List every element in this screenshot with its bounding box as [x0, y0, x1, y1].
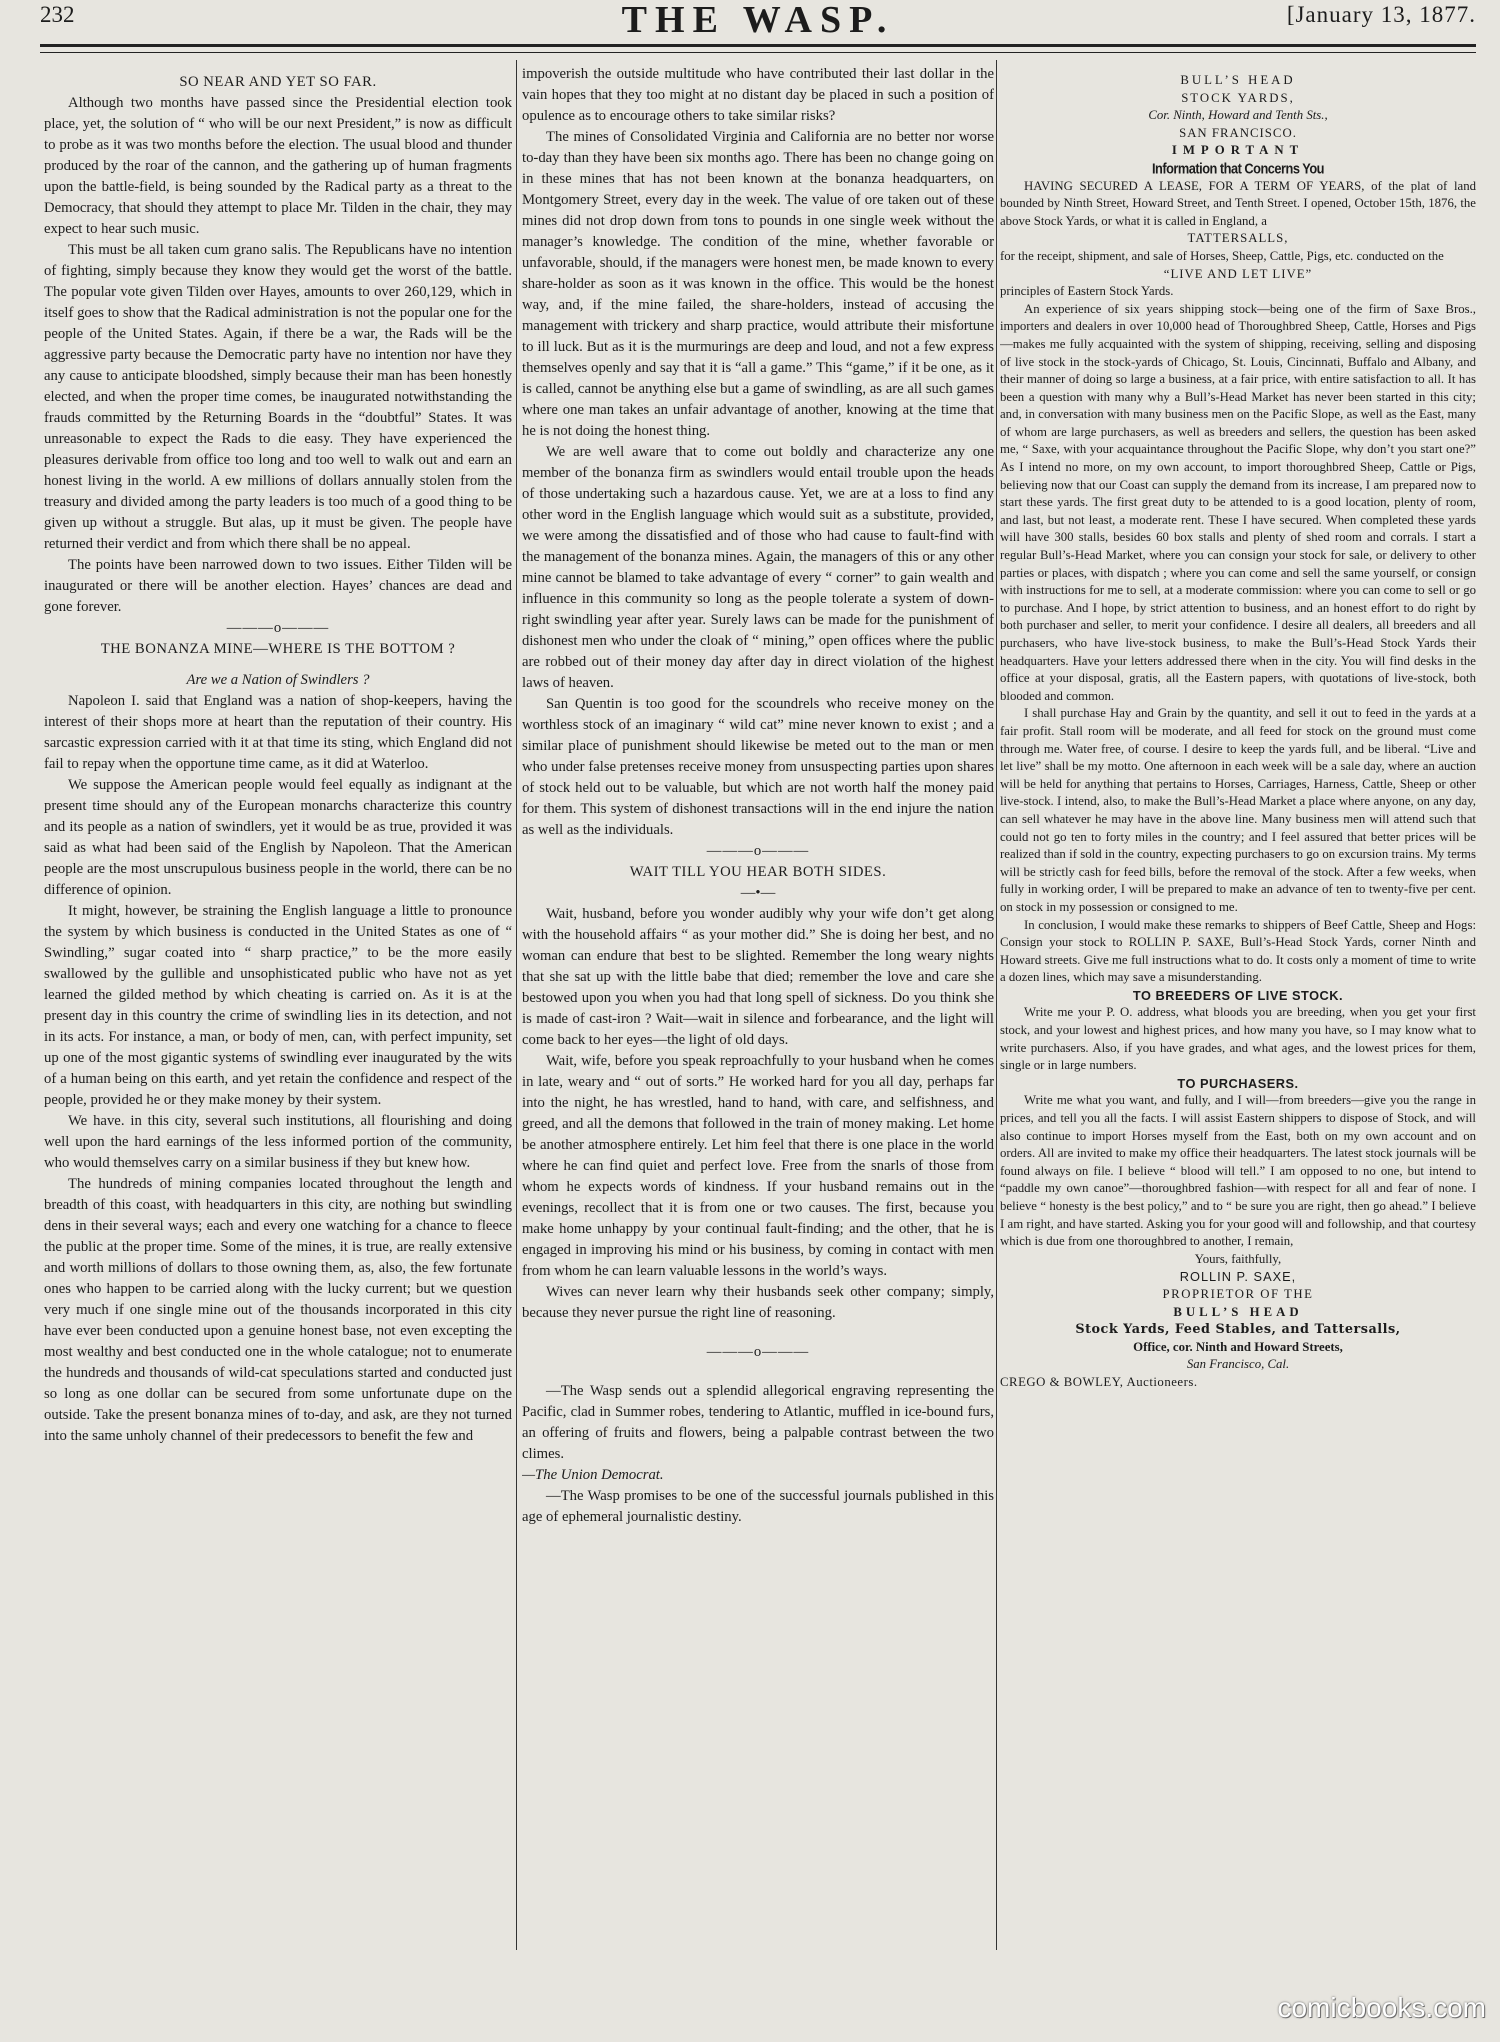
section-separator: ———o———	[706, 1344, 810, 1360]
ad-breeders-heading: TO BREEDERS OF LIVE STOCK.	[1132, 987, 1344, 1003]
ad-closing: Yours, faithfully,	[1194, 1251, 1282, 1266]
article-paragraph: The mines of Consolidated Virginia and California are no better nor worse to-day than they have been six months ago. There has been no change going on in these mines that has not been known at the bonanza headquarters, on Montgomery Street, every day in the week. The value of ore taken out of these mines did not drop down from tons to pounds in one single week without the manager’s knowledge. The condition of the mine, whether favorable or unfavorable, should, if the managers were honest men, be made known to every share-holder as soon as it was known in the office. This would be the honest way, and, if the mine failed, the share-holders, instead of accusing the management with trickery and sharp practice, would attribute their misfortune to ill luck. But as it is the murmurings are deep and loud, and not a few express themselves openly and say that it is “all a game.” This “game,” if it be one, as it is called, cannot be anything else but a game of swindling, as are all such games where one man takes an unfair advantage of another, knowing at the time that he is not doing the honest thing.	[522, 129, 994, 439]
article-paragraph: Napoleon I. said that England was a nation of shop-keepers, having the interest of their shops more at heart than the reputation of their country. His sarcastic expression carried with it at that time its sting, which England did not fail to repay when the opportune time came, as it did at Waterloo.	[44, 693, 512, 772]
ad-information-headline: Information that Concerns You	[1151, 160, 1324, 177]
article-headline: SO NEAR AND YET SO FAR.	[179, 74, 377, 90]
ad-auctioneers: CREGO & BOWLEY, Auctioneers.	[1000, 1374, 1198, 1389]
article-paragraph: Although two months have passed since the Presidential election took place, yet, the solution of “ who will be our next President,” is now as difficult to probe as it was two months before the election. The usual blood and thunder produced by the roar of the cannon, and the gathering up of human fragments upon the battle-field, is being sounded by the Radical party as a threat to the Democracy, that should they attempt to place Mr. Tilden in the chair, they may expect to hear such music.	[44, 95, 512, 237]
article-paragraph: The hundreds of mining companies located throughout the length and breadth of this coast, with headquarters in this city, are nothing but swindling dens in their several ways; each and every one watching for a chance to fleece the public at the proper time. Some of the mines, it is true, are really extensive and worth millions of dollars to those owning them, as, also, the few fortunate ones who happen to be carried along with the lucky current; but we question very much if one single mine out of the thousands incorporated in this city have ever been conducted upon a genuine honest base, not even excepting the most wealthy and best conducted one in the whole catalogue; not to enumerate the hundreds and thousands of wild-cat speculations started and conducted just so long as one dollar can be secured from some unfortunate dupe on the outside. Take the present bonanza mines of to-day, and ask, are they not turned into the same unholy channel of their predecessors to benefit the few and	[44, 1176, 512, 1444]
ad-gothic-line: Stock Yards, Feed Stables, and Tattersalls,	[1075, 1322, 1401, 1338]
ad-paragraph: principles of Eastern Stock Yards.	[1000, 284, 1174, 299]
ad-paragraph: Write me what you want, and fully, and I will—from breeders—give you the range in prices, and tell you all the facts. I will assist Eastern shippers to dispose of Stock, and will also continue to import Horses myself from the East, both on my own account and on orders. All are invited to make my office their headquarters. The latest stock journals will be found always on file. I believe “ blood will tell.” I am opposed to no one, but intend to “paddle my own canoe”—thoroughbred fashion—with respect for all and fear of none. I believe “ honesty is the best policy,” and to “ be sure you are right, then go ahead.” I believe I am right, and have started. Asking you for your good will and followship, and that courtesy which is due from one thoroughbred to another, I remain,	[1000, 1093, 1476, 1249]
article-paragraph: We are well aware that to come out boldly and characterize any one member of the bonanza firm as swindlers would entail trouble upon the heads of those undertaking such a hazardous cause. Yet, we are at a loss to find any other word in the English language which would suit as a substitute, provided, we were among the dissatisfied and of those who had cause to fault-find with the management of the bonanza mines. Again, the managers of this or any other mine cannot be blamed to take advantage of every “ corner” to gain wealth and influence in this community so long as the people tolerate a system of down-right swindling year after year. Surely laws can be made for the punishment of dishonest men who under the cloak of “ mining,” open offices where the public are robbed out of their money day after day in direct violation of the highest laws of heaven.	[522, 444, 994, 691]
ad-proprietor: PROPRIETOR OF THE	[1162, 1286, 1314, 1301]
ad-paragraph: HAVING SECURED A LEASE, FOR A TERM OF YEARS, of the plat of land bounded by Ninth Street, Howard Street, and Tenth Street. I opened, October 15th, 1876, the above Stock Yards, or what it is called in England, a	[1000, 178, 1476, 228]
ad-paragraph: An experience of six years shipping stock—being one of the firm of Saxe Bros., importers and dealers in over 10,000 head of Thoroughbred Sheep, Cattle, Horses and Pigs—makes me fully acquainted with the system of shipping, receiving, selling and disposing of live stock in the stock-yards of Chicago, St. Louis, Cincinnati, Buffalo and Albany, and their manner of doing so large a business, at a fair price, with entire satisfaction to all. It has been a question with many why a Bull’s-Head Market has never been started in this city; and, in conversation with many business men on the Pacific Slope, as well as the East, many of whom are large purchasers, as well as breeders and sellers, the question has been asked me, “ Saxe, with your acquaintance throughout the Pacific Slope, why don’t you start one?” As I intend no more, on my own account, to import thoroughbred Sheep, Cattle or Pigs, believing now that our Coast can supply the demand from its increase, I am prepared now to start these yards. The first great duty to be attended to is a good location, plenty of room, and last, but not least, a moderate rent. These I have secured. When completed these yards will have 300 stalls, besides 60 box stalls and plenty of shed room and corrals. I start a regular Bull’s-Head Market, where you can consign your stock for sale, or delivery to other parties or places, with dispatch ; where you can come and sell the same yourself, or consign with instructions for me to sell, at a moderate commission: where you can come to sell or go to purchase. And I hope, by strict attention to business, and an honest effort to do right by both purchaser and seller, to merit your confidence. I desire all dealers, all breeders and all purchasers, who have live-stock business, to make the Bull’s-Head Stock Yards their headquarters. Have your letters addressed there when in the city. You will find desks in the office at your disposal, gratis, all the Eastern papers, with quotations of live-stock, both blooded and common.	[1000, 301, 1476, 703]
notice-citation: —The Union Democrat.	[522, 1467, 664, 1483]
ad-bulls-head-small: BULL’S HEAD	[1173, 1304, 1303, 1319]
ad-important: IMPORTANT	[1171, 143, 1305, 158]
article-paragraph: Wait, husband, before you wonder audibly why your wife don’t get along with the household affairs “ as your mother did.” She is doing her best, and no woman can endure that best to be slighted. Remember the long weary nights that she sat up with the little babe that died; remember the love and care she bestowed upon you when you had that long spell of sickness. Do you think she is made of cast-iron ? Wait—wait in silence and forbearance, and the light will come back to her eyes—the light of old days.	[522, 906, 994, 1048]
article-paragraph: Wait, wife, before you speak reproachfully to your husband when he comes in late, weary and “ out of sorts.” He worked hard for you all day, perhaps far into the night, he has wrestled, hand to hand, with care, and selfishness, and greed, and all the demons that followed in the train of money making. Let home be another atmosphere entirely. Let him feel that there is one place in the world where he can find quiet and perfect love. Free from the snarls of those from whom he expects words of kindness. If your husband remains out in the evenings, recollect that it is from one or two causes. The first, because you make home unhappy by your continual fault-finding; and the other, that he is engaged in improving his mind or his business, by coming in contact with men from whom he can learn valuable lessons in the world’s ways.	[522, 1053, 994, 1279]
article-headline: THE BONANZA MINE—WHERE IS THE BOTTOM ?	[100, 641, 456, 657]
ad-paragraph: for the receipt, shipment, and sale of Horses, Sheep, Cattle, Pigs, etc. conducted on the	[1000, 248, 1444, 263]
article-paragraph: Wives can never learn why their husbands seek other company; simply, because they never pursue the right line of reasoning.	[522, 1284, 994, 1321]
ad-stock-yards: STOCK YARDS,	[1181, 90, 1295, 105]
section-separator: ———o———	[226, 620, 330, 636]
masthead	[40, 0, 1476, 41]
advertisement	[1000, 72, 1476, 1392]
article-paragraph: We suppose the American people would feel equally as indignant at the present time should any of the European monarchs characterize this country and its people as a nation of swindlers, yet it would be as true, provided it was said as what had been said of the English by Napoleon. That the American people are the most unscrupulous business people in the world, there can be no difference of opinion.	[44, 777, 512, 898]
ad-city: SAN FRANCISCO.	[1179, 125, 1297, 140]
article-paragraph: It might, however, be straining the English language a little to pronounce the system by which business is conducted in the United States as one of “ Swindling,” sugar coated into “ sharp practice,” to be the more easily swallowed by the gullible and unsophisticated public who have not as yet learned the gilded method by which cheating is carried on. As it is at the present day in this country the crime of swindling lies in its detection, and not in its acts. For instance, a man, or body of men, can, with perfect impunity, set up one of the most gigantic systems of swindling ever inaugurated by the wits of a human being on this earth, and yet retain the confidence and respect of the people, provided he or they make money by their system.	[44, 903, 512, 1108]
masthead-title: THE WASP.	[621, 0, 895, 41]
ad-bulls-head: BULL’S HEAD	[1180, 73, 1296, 87]
watermark: comicbooks.com	[1277, 1992, 1486, 2023]
article-paragraph: San Quentin is too good for the scoundrels who receive money on the worthless stock of an imaginary “ wild cat” mine never known to exist ; and a similar place of punishment should likewise be meted out to the man or men who under false pretenses receive money from unsuspecting parties upon shares of stock held out to be valuable, but which are not worth half the money paid for them. This system of dishonest transactions will in the end injure the nation as well as the individuals.	[522, 696, 994, 838]
article-subhead: Are we a Nation of Swindlers ?	[186, 672, 370, 688]
column-divider	[996, 60, 997, 1950]
ad-address: Cor. Ninth, Howard and Tenth Sts.,	[1148, 108, 1328, 123]
ad-purchasers-heading: TO PURCHASERS.	[1177, 1075, 1299, 1091]
page-number: 232	[40, 2, 75, 27]
ad-paragraph: In conclusion, I would make these remarks to shippers of Beef Cattle, Sheep and Hogs: Consign your stock to ROLLIN P. SAXE, Bull’s-Head Stock Yards, corner Ninth and Howard streets. Give me full instructions what to do. It costs only a moment of time to write a dozen lines, which may save a misunderstanding.	[1000, 917, 1476, 985]
article-paragraph: We have. in this city, several such institutions, all flourishing and doing well upon the hard earnings of the less informed portion of the community, who would themselves carry on a similar business if they but knew how.	[44, 1113, 512, 1171]
article-headline: WAIT TILL YOU HEAR BOTH SIDES.	[629, 864, 887, 880]
masthead-date: [January 13, 1877.	[1286, 2, 1476, 27]
column-2	[522, 64, 994, 1528]
article-paragraph: The points have been narrowed down to two issues. Either Tilden will be inaugurated or there will be another election. Hayes’ chances are dead and gone forever.	[44, 557, 512, 615]
article-paragraph: impoverish the outside multitude who have contributed their last dollar in the vain hopes that they too might at no distant day be placed in such a position of opulence as to encourage others to take similar risks?	[522, 66, 994, 124]
masthead-rule	[40, 44, 1476, 47]
masthead-rule-thin	[40, 52, 1476, 53]
ad-motto: “LIVE AND LET LIVE”	[1163, 266, 1313, 281]
notice-paragraph: —The Wasp sends out a splendid allegorical engraving representing the Pacific, clad in Summer robes, tendering to Atlantic, muffled in ice-bound furs, an offering of fruits and flowers, being a palpable contrast between the two climes.	[522, 1383, 994, 1462]
ad-tattersalls: TATTERSALLS,	[1187, 231, 1289, 246]
column-divider	[516, 60, 517, 1950]
ad-paragraph: I shall purchase Hay and Grain by the quantity, and sell it out to feed in the yards at a fair profit. Stall room will be moderate, and all feed for stock on the ground must come through me. Water free, of course. I desire to keep the yards full, and be liberal. “Live and let live” shall be my motto. One afternoon in each week will be a sale day, where an auction will be held for anything that pertains to Horses, Carriages, Harness, Cattle, Sheep or other live-stock. I intend, also, to make the Bull’s-Head Market a place where anyone, on any day, can sell whatever he may have in the above line. Many business men will attend such that could not go ten to forty miles in the country; and I feel assured that better prices will be realized than if sold in the country, expecting purchasers to go on excursion trains. My terms will be strictly cash for feed bills, before the removal of the stock. After a few weeks, when fully in working order, I will be prepared to make an advance of ten to twenty-five per cent. on stock in my possession or consigned to me.	[1000, 706, 1476, 914]
short-rule: —•—	[740, 885, 776, 901]
notice-paragraph: —The Wasp promises to be one of the successful journals published in this age of ephemeral journalistic destiny.	[522, 1488, 994, 1525]
ad-paragraph: Write me your P. O. address, what bloods you are breeding, when you get your first stock, and your lowest and highest prices, and how many you have, so I may know what to write purchasers. Also, if you have grades, and what ages, and the lowest prices for them, single or in large numbers.	[1000, 1005, 1476, 1073]
ad-signature: ROLLIN P. SAXE,	[1179, 1269, 1297, 1285]
ad-sf: San Francisco, Cal.	[1186, 1357, 1290, 1372]
section-separator: ———o———	[706, 843, 810, 859]
ad-office: Office, cor. Ninth and Howard Streets,	[1133, 1339, 1343, 1354]
column-1	[44, 72, 512, 1447]
article-paragraph: This must be all taken cum grano salis. The Republicans have no intention of fighting, simply because they know they would get the worst of the battle. The popular vote given Tilden over Hayes, amounts to over 260,129, which in itself goes to show that the Radical administration is not the popular one for the people of the United States. Again, if there be a war, the Rads will be the aggressive party because the Democratic party have no intention nor have they any cause to anticipate bloodshed, simply because their man has been honestly elected, and when the proper time comes, be inaugurated notwithstanding the frauds committed by the Returning Boards in the “doubtful” States. It was unreasonable to expect the Rads to die easy. They have experienced the pleasures derivable from office too long and too well to walk out and earn an honest living in the world. A ew millions of dollars annually stolen from the treasury and divided among the party leaders is too much of a good thing to be given up without a struggle. But alas, up it must be given. The people have returned their verdict and from which there shall be no appeal.	[44, 242, 512, 552]
